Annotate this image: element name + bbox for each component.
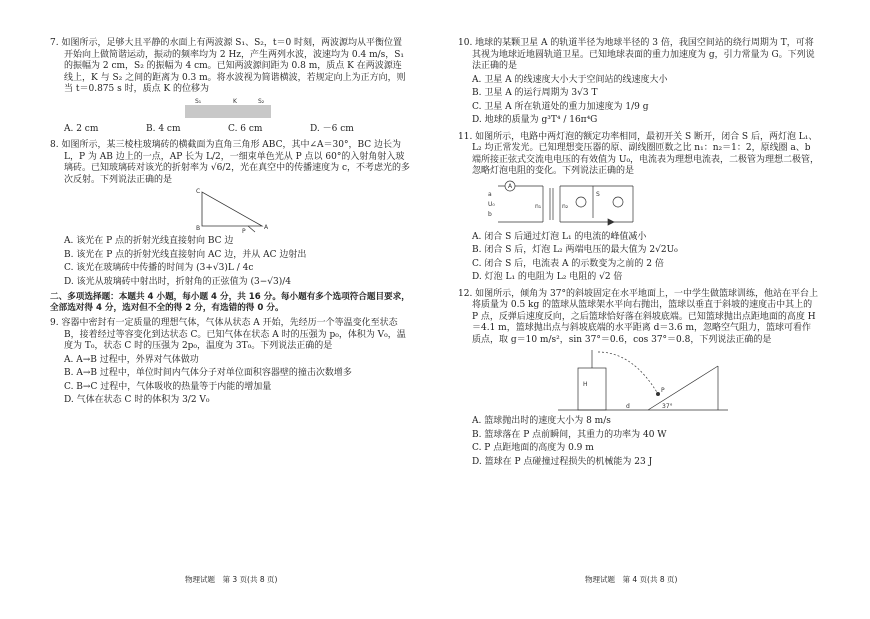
q8-stem: 8. 如图所示，某三棱柱玻璃砖的横截面为直角三角形 ABC，其中∠A＝30°，BC 边长为 L，P 为 AB 边上的一点，AP 长为 L/2，一细束单色光从 P 点以 60°的入射角射入玻璃砖。已知玻璃砖对该光的折射率为 √6/2，光在真空中的传播速度为 c，不考虑光的多次反射。下列说法正确的是 xyxy=(50,140,410,185)
q8-option-a[interactable]: A. 该光在 P 点的折射光线直接射向 BC 边 xyxy=(64,236,234,247)
q11-option-a[interactable]: A. 闭合 S 后通过灯泡 L₁ 的电流的峰值减小 xyxy=(472,231,647,242)
d-label: d xyxy=(626,403,630,411)
q8-option-c[interactable]: C. 该光在玻璃砖中传播的时间为 (3+√3)L / 4c xyxy=(64,263,254,274)
s2-label: S₂ xyxy=(258,97,265,105)
q9-stem: 9. 容器中密封有一定质量的理想气体，气体从状态 A 开始，先经历一个等温变化至状态 B，接着经过等容变化到达状态 C。已知气体在状态 A 时的压强为 p₀，体积为 V₀，温度为 T₀，状态 C 时的压强为 2p₀，温度为 3T₀。下列说法正确的是 xyxy=(50,318,406,352)
q7-stem: 7. 如图所示，足够大且平静的水面上有两波源 S₁、S₂，t＝0 时刻，两波源均从平衡位置开始向上做简谐运动，振动的频率均为 2 Hz，产生两列水波，波速均为 0.4 m/s，S₁ 的振幅为 2 cm，S₂ 的振幅为 4 cm。已知两波源间距为 0.8 m，质点 K 在两波源连线上，K 与 S₂ 之间的距离为 0.3 m。将水波视为简谐横波，若规定向上为正方向，则当 t＝0.875 s 时，质点 K 的位移为 xyxy=(50,38,406,95)
q9-option-b[interactable]: B. A→B 过程中，单位时间内气体分子对单位面积容器壁的撞击次数增多 xyxy=(64,368,352,379)
q7-option-c[interactable]: C. 6 cm xyxy=(228,123,263,134)
q7-option-a[interactable]: A. 2 cm xyxy=(64,123,99,134)
angle-label: 37° xyxy=(662,403,673,411)
q12-option-a[interactable]: A. 篮球抛出时的速度大小为 8 m/s xyxy=(472,416,611,427)
q12-option-d[interactable]: D. 篮球在 P 点碰撞过程损失的机械能为 23 J xyxy=(472,456,653,467)
lamp-l1-icon xyxy=(576,197,586,207)
s1-label: S₁ xyxy=(195,97,202,105)
trajectory xyxy=(598,352,658,394)
q8-option-b[interactable]: B. 该光在 P 点的折射光线直接射向 AC 边，并从 AC 边射出 xyxy=(64,249,307,260)
right-page xyxy=(435,0,870,619)
platform xyxy=(578,368,606,410)
lamp-l2-icon xyxy=(613,197,623,207)
q12-figure xyxy=(458,346,820,414)
q10-stem: 10. 地球的某颗卫星 A 的轨道半径为地球半径的 3 倍，我国空间站的绕行周期为 T，可将其视为地球近地圆轨道卫星。已知地球表面的重力加速度为 g，引力常量为 G。下列说法正确的是 xyxy=(458,38,815,72)
q12-option-b[interactable]: B. 篮球落在 P 点前瞬间，其重力的功率为 40 W xyxy=(472,429,667,440)
h-label: H xyxy=(583,381,588,389)
incident-ray xyxy=(248,226,255,232)
transformer-circuit-diagram xyxy=(458,178,820,230)
n1-label: n₁ xyxy=(535,202,542,210)
a-terminal-label: a xyxy=(488,190,492,198)
q10-option-a[interactable]: A. 卫星 A 的线速度大小大于空间站的线速度大小 xyxy=(472,74,668,85)
p-label: P xyxy=(242,228,246,235)
diode-icon xyxy=(608,219,614,225)
q9-option-d[interactable]: D. 气体在状态 C 时的体积为 3/2 V₀ xyxy=(64,395,210,406)
section-heading: 二、多项选择题：本题共 4 小题，每小题 4 分，共 16 分。每小题有多个选项符合题目要求，全部选对得 4 分，选对但不全的得 2 分，有选错的得 0 分。 xyxy=(50,292,410,314)
slope-line xyxy=(648,366,718,410)
q11-option-d[interactable]: D. 灯泡 L₁ 的电阻为 L₂ 电阻的 √2 倍 xyxy=(472,272,623,283)
q7-option-b[interactable]: B. 4 cm xyxy=(146,123,181,134)
switch-label: S xyxy=(596,190,600,198)
n2-label: n₂ xyxy=(562,202,569,210)
q11-figure xyxy=(458,178,820,230)
water-surface-diagram xyxy=(50,96,410,122)
q7-figure xyxy=(50,96,410,122)
p-point-label: P xyxy=(661,387,665,395)
q8-option-d[interactable]: D. 该光从玻璃砖中射出时，折射角的正弦值为 (3−√3)/4 xyxy=(64,276,291,287)
water-strip xyxy=(185,105,271,118)
u0-label: U₀ xyxy=(488,200,495,208)
q12-stem: 12. 如图所示，倾角为 37°的斜坡固定在水平地面上，一中学生做篮球训练，他站在平台上将质量为 0.5 kg 的篮球从篮球架水平向右抛出，篮球以垂直于斜坡的速度击中其上的 P 点，反弹后速度反向，之后篮球恰好落在斜坡底端。已知篮球抛出点距地面的高度 H＝4.1 m，篮球抛出点与斜坡底端的水平距离 d＝3.6 m，忽略空气阻力，篮球可看作质点，取 g＝10 m/s²，sin 37°＝0.6，cos 37°＝0.8，下列说法正确的是 xyxy=(458,288,818,345)
q7-option-d[interactable]: D. －6 cm xyxy=(310,123,354,134)
a-label: A xyxy=(264,224,269,232)
point-p-icon xyxy=(656,392,660,396)
basketball-slope-diagram xyxy=(458,346,820,414)
page-footer-3: 物理试题 第 3 页(共 8 页) xyxy=(185,575,278,585)
page-footer-4: 物理试题 第 4 页(共 8 页) xyxy=(585,575,678,585)
q11-stem: 11. 如图所示，电路中两灯泡的额定功率相同，最初开关 S 断开，闭合 S 后，两灯泡 L₁、L₂ 均正常发光。已知理想变压器的原、副线圈匝数之比 n₁：n₂＝1：2，原线圈 a、b 端所接正弦式交流电电压的有效值为 U₀，电流表为理想电流表，二极管为理想二极管，忽略灯泡电阻的变化。下列说法正确的是 xyxy=(458,131,820,177)
k-label: K xyxy=(233,97,237,105)
q9-option-c[interactable]: C. B→C 过程中，气体吸收的热量等于内能的增加量 xyxy=(64,381,272,392)
q10-option-d[interactable]: D. 地球的质量为 g³T⁴ / 16π⁴G xyxy=(472,115,598,126)
ammeter-label: A xyxy=(508,182,513,190)
left-column xyxy=(50,38,410,409)
q12-option-c[interactable]: C. P 点距地面的高度为 0.9 m xyxy=(472,443,594,454)
c-label: C xyxy=(196,188,201,196)
triangle-prism-diagram xyxy=(50,186,410,234)
b-terminal-label: b xyxy=(488,210,492,218)
q10-option-b[interactable]: B. 卫星 A 的运行周期为 3√3 T xyxy=(472,88,598,99)
b-label: B xyxy=(196,225,201,233)
q8-figure xyxy=(50,186,410,234)
triangle-abc xyxy=(202,192,262,226)
q11-option-c[interactable]: C. 闭合 S 后，电流表 A 的示数变为之前的 2 倍 xyxy=(472,258,664,269)
right-column xyxy=(458,38,820,470)
q11-option-b[interactable]: B. 闭合 S 后，灯泡 L₂ 两端电压的最大值为 2√2U₀ xyxy=(472,245,678,256)
q10-option-c[interactable]: C. 卫星 A 所在轨道处的重力加速度为 1/9 g xyxy=(472,101,649,112)
q7-options xyxy=(64,124,410,136)
q9-option-a[interactable]: A. A→B 过程中，外界对气体做功 xyxy=(64,354,199,365)
